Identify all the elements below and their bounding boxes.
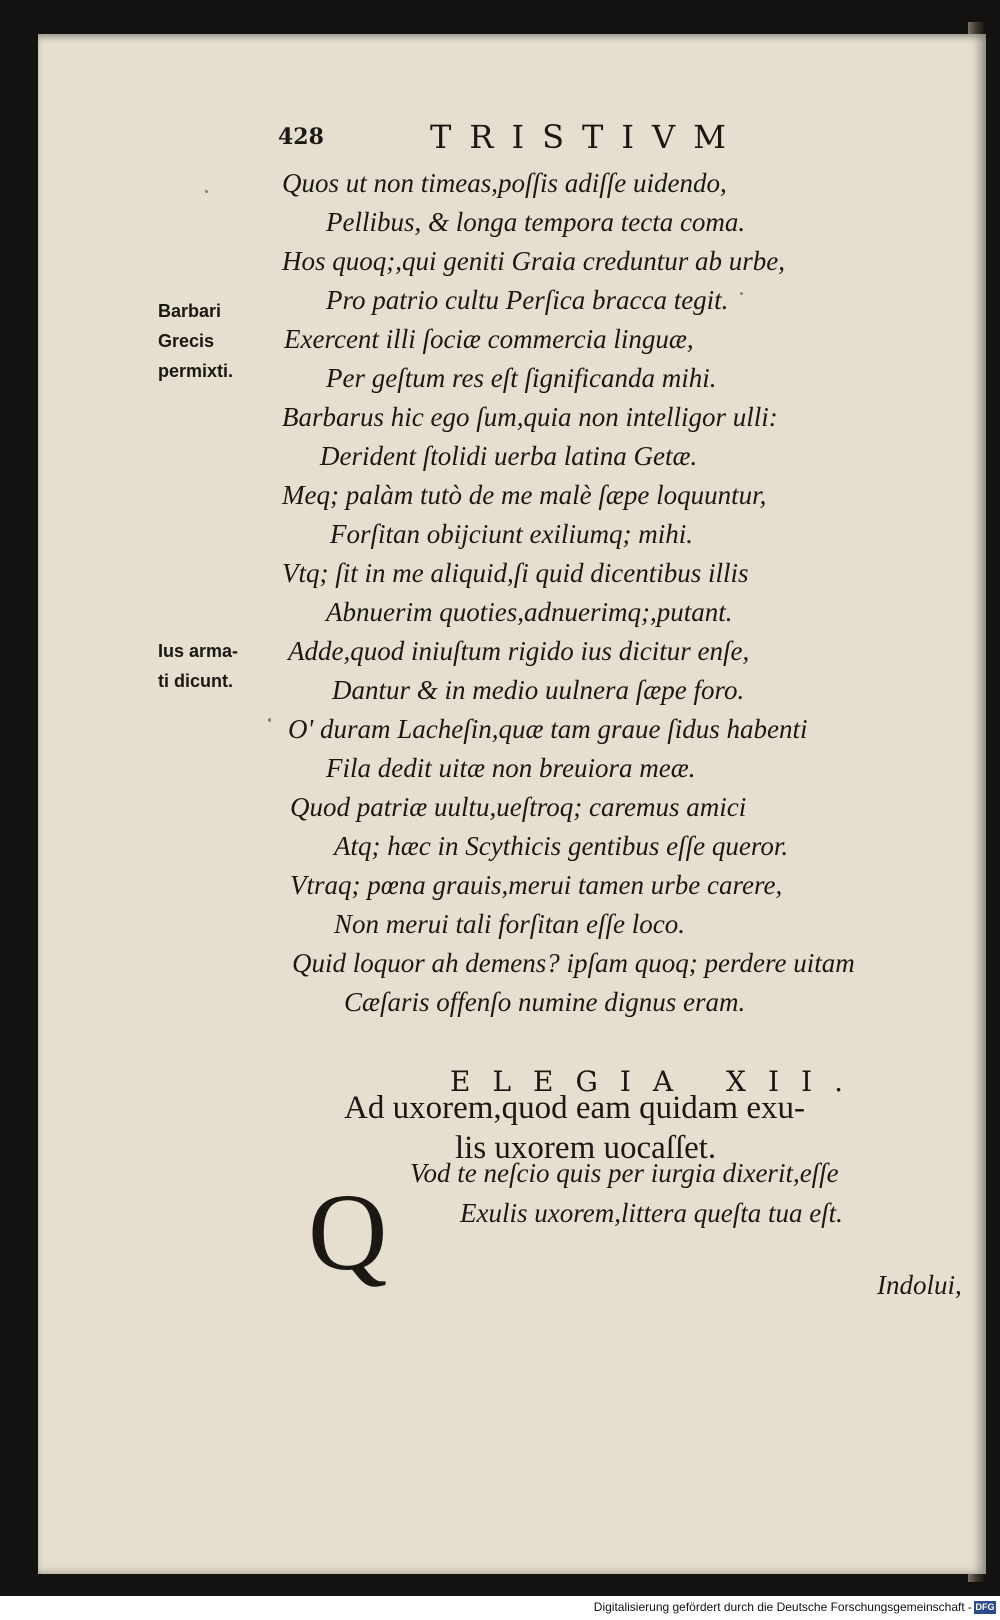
paper-speck <box>205 190 208 193</box>
verse-line: Non merui tali forſitan eſſe loco. <box>334 909 685 939</box>
verse-line: Pro patrio cultu Perſica bracca tegit. <box>326 285 729 315</box>
marginal-note-line: Ius arma- <box>158 641 239 661</box>
verse-line: Per geſtum res eſt ſignificanda mihi. <box>326 363 717 393</box>
verse-line: Meq; palàm tutò de me malè ſæpe loquuntur, <box>282 480 767 510</box>
verse-line: Abnuerim quoties,adnuerimq;,putant. <box>326 597 733 627</box>
verse-line: Quid loquor ah demens? ipſam quoq; perdere uitam <box>292 948 855 978</box>
verse-line: Forſitan obijciunt exiliumq; mihi. <box>330 519 693 549</box>
verse-line: Dantur & in medio uulnera ſæpe foro. <box>332 675 745 705</box>
verse-line: Vod te neſcio quis per iurgia dixerit,eſſe <box>410 1158 839 1188</box>
verse-line: Barbarus hic ego ſum,quia non intelligor ulli: <box>282 402 778 432</box>
verse-line: Quod patriæ uultu,ueſtroq; caremus amici <box>290 792 747 822</box>
digitization-credit: Digitalisierung gefördert durch die Deutsche Forschungsgemeinschaft - <box>593 1600 972 1614</box>
paper-speck <box>268 718 271 722</box>
running-head: TRISTIVM <box>430 118 744 156</box>
drop-cap-initial: Q <box>308 1171 388 1293</box>
marginal-note-line: permixti. <box>158 361 234 381</box>
marginal-note-line: ti dicunt. <box>158 671 233 691</box>
verse-line: O' duram Lacheſin,quæ tam graue ſidus habenti <box>288 714 808 744</box>
verse-line: Exulis uxorem,littera queſta tua eſt. <box>460 1198 843 1228</box>
elegy-heading: ELEGIA XII. <box>450 1065 865 1098</box>
marginal-note-line: Barbari <box>158 301 222 321</box>
verse-line: Cæſaris offenſo numine dignus eram. <box>344 987 746 1017</box>
page-number: 428 <box>278 124 324 150</box>
verse-line: Atq; hæc in Scythicis gentibus eſſe queror. <box>334 831 789 861</box>
verse-line: Vtq; ſit in me aliquid,ſi quid dicentibus illis <box>282 558 749 588</box>
verse-line: Exercent illi ſociæ commercia linguæ, <box>284 324 694 354</box>
marginal-note-line: Grecis <box>158 331 215 351</box>
verse-line: Derident ſtolidi uerba latina Getæ. <box>320 441 698 471</box>
verse-line: Quos ut non timeas,poſſis adiſſe uidendo, <box>282 168 727 198</box>
catchword: Indolui, <box>877 1270 962 1300</box>
elegy-subtitle-line-1: Ad uxorem,quod eam quidam exu- <box>344 1090 805 1126</box>
dfg-logo: DFG <box>975 1602 995 1612</box>
verse-line: Vtraq; pœna grauis,merui tamen urbe carere, <box>290 870 783 900</box>
verse-line: Fila dedit uitæ non breuiora meæ. <box>326 753 696 783</box>
verse-line: Hos quoq;,qui geniti Graia creduntur ab urbe, <box>282 246 785 276</box>
verse-line: Pellibus, & longa tempora tecta coma. <box>326 207 746 237</box>
elegy-subtitle-line-2: lis uxorem uocaſſet. <box>455 1130 717 1166</box>
paper-speck <box>740 292 743 295</box>
verse-line: Adde,quod iniuſtum rigido ius dicitur enſe, <box>288 636 750 666</box>
